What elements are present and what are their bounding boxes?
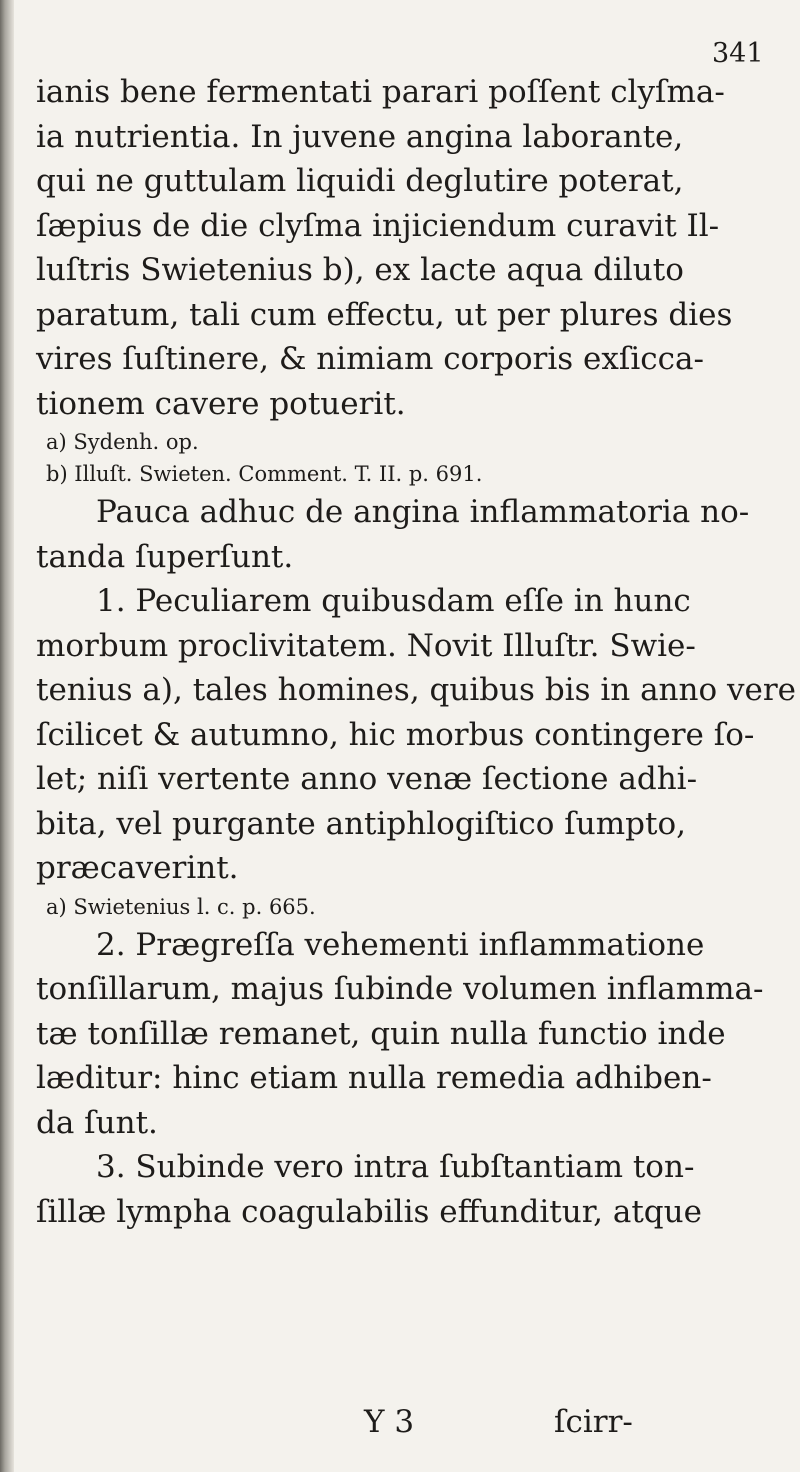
text-line: ſcilicet & autumno, hic morbus contingere ſo- [36, 716, 755, 753]
footnote: b) Illuſt. Swieten. Comment. T. II. p. 691. [46, 462, 483, 486]
text-line: qui ne guttulam liquidi deglutire poterat, [36, 163, 684, 199]
text-line: læditur: hinc etiam nulla remedia adhiben- [36, 1060, 712, 1096]
text-line: let; niſi vertente anno venæ ſectione adhi- [36, 761, 698, 797]
text-line: vires ſuſtinere, & nimiam corporis exſicca- [36, 341, 704, 377]
text-line: 1. Peculiarem quibusdam eſſe in hunc [96, 583, 691, 619]
text-line: præcaverint. [36, 850, 239, 886]
body-text [36, 70, 797, 1234]
text-line: morbum proclivitatem. Novit Illuſtr. Swie- [36, 627, 696, 664]
footnote: a) Sydenh. op. [46, 430, 199, 454]
text-line: Pauca adhuc de angina inflammatoria no- [96, 494, 750, 530]
text-line: tonſillarum, majus ſubinde volumen inflamma- [36, 971, 764, 1007]
text-line: tæ tonſillæ remanet, quin nulla functio inde [36, 1015, 726, 1052]
text-line: luſtris Swietenius b), ex lacte aqua diluto [36, 252, 684, 288]
catchword: ſcirr- [554, 1404, 633, 1440]
text-line: 2. Prægreſſa vehementi inflammatione [96, 926, 705, 963]
footnote: a) Swietenius l. c. p. 665. [46, 894, 316, 919]
page-gutter-shadow [0, 0, 14, 1472]
text-line: ſillæ lympha coagulabilis effunditur, atque [36, 1193, 702, 1230]
text-line: tanda ſuperſunt. [36, 538, 294, 575]
text-line: da ſunt. [36, 1104, 158, 1141]
page-number: 341 [712, 38, 764, 69]
text-line: bita, vel purgante antiphlogiſtico ſumpto, [36, 805, 686, 842]
text-line: ianis bene fermentati parari poſſent clyſma- [36, 74, 725, 110]
text-line: ia nutrientia. In juvene angina laborante, [36, 118, 684, 155]
text-line: ſæpius de die clyſma injiciendum curavit Il- [36, 207, 720, 244]
signature-mark: Y 3 [364, 1404, 415, 1440]
text-line: tenius a), tales homines, quibus bis in anno vere [36, 672, 797, 708]
text-line: paratum, tali cum effectu, ut per plures dies [36, 296, 733, 333]
text-line: 3. Subinde vero intra ſubſtantiam ton- [96, 1149, 695, 1185]
text-line: tionem cavere potuerit. [36, 385, 406, 422]
